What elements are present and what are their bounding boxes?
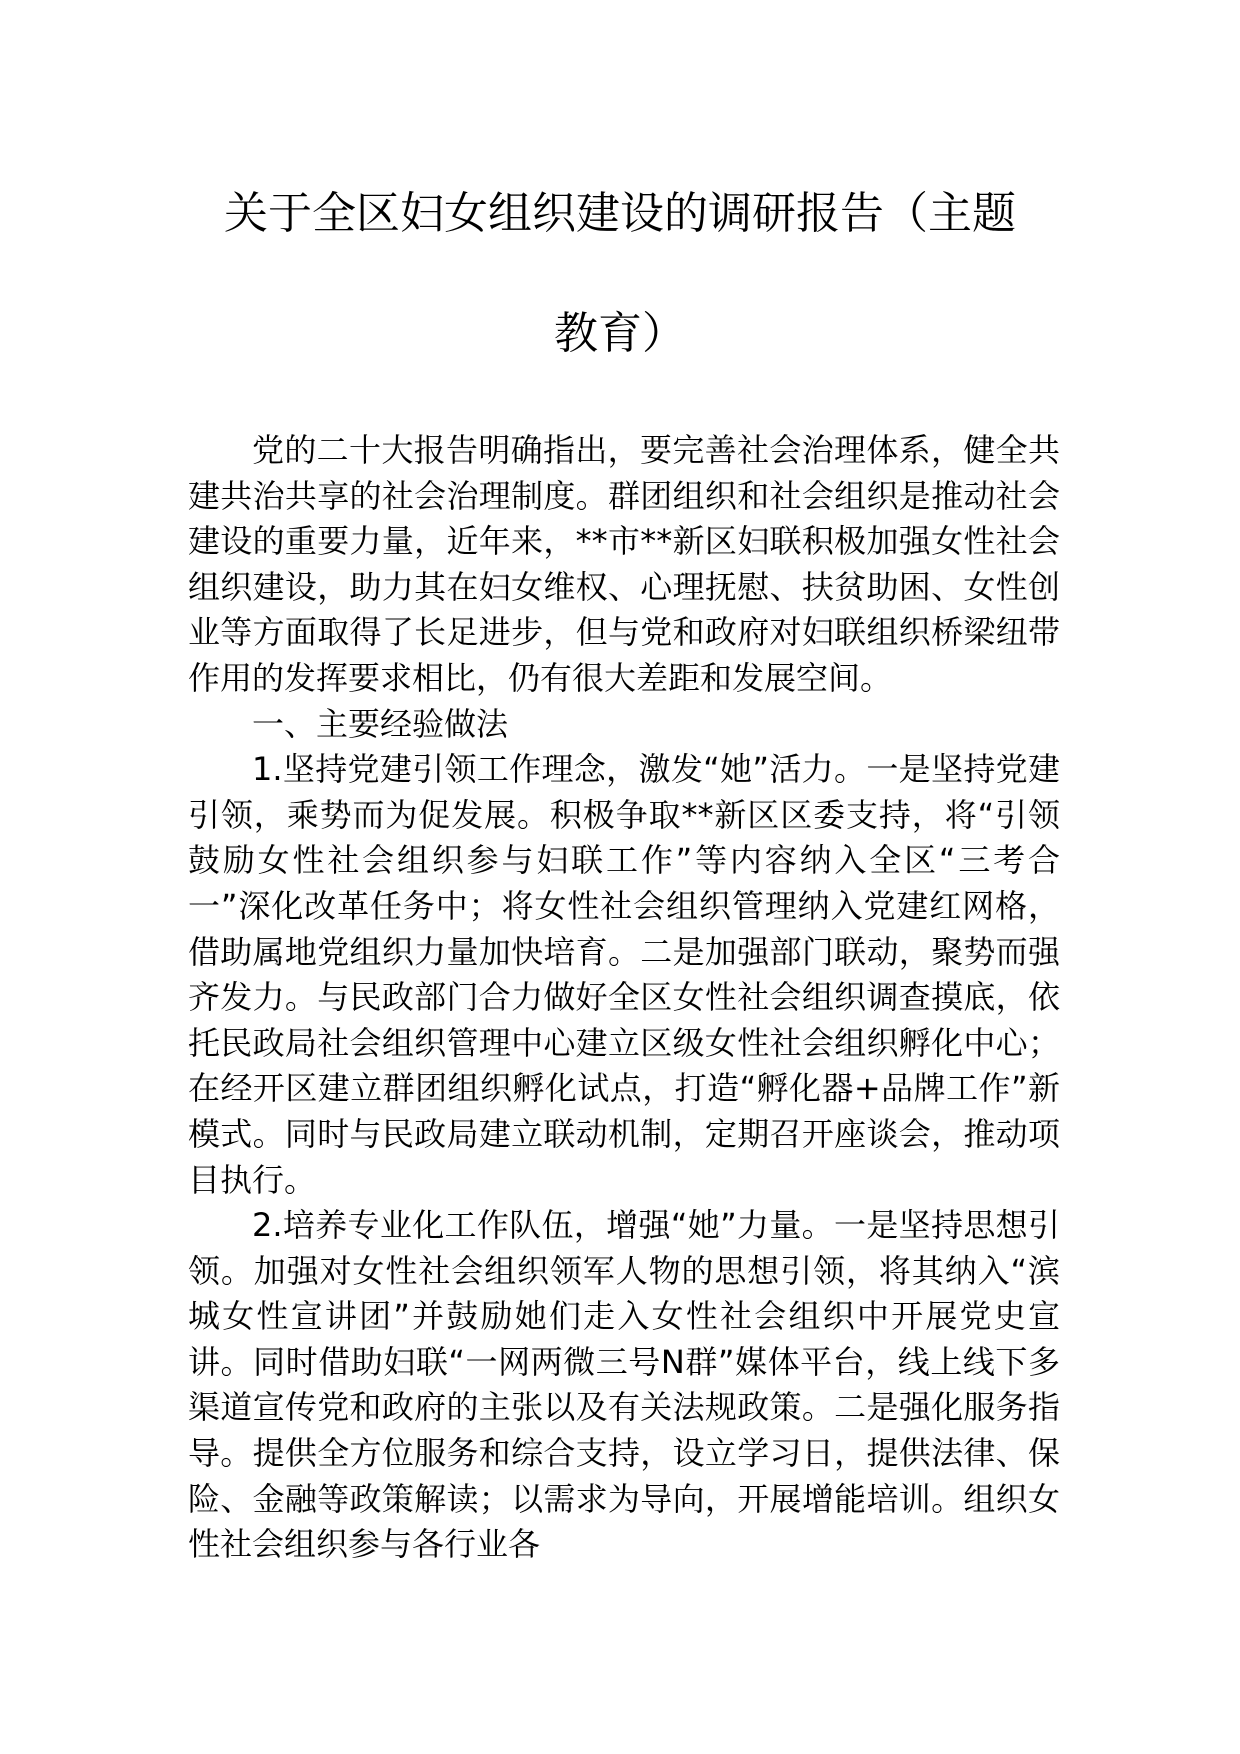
document-title-line-1: 关于全区妇女组织建设的调研报告（主题 [224, 188, 1016, 239]
body-paragraph-2: 2.培养专业化工作队伍，增强“她”力量。一是坚持思想引领。加强对女性社会组织领军人物的思想引领，将其纳入“滨城女性宣讲团”并鼓励她们走入女性社会组织中开展党史宣讲。同时借助妇联“一网两微三号N群”媒体平台，线上线下多渠道宣传党和政府的主张以及有关法规政策。二是强化服务指导。提供全方位服务和综合支持，设立学习日，提供法律、保险、金融等政策解读；以需求为导向，开展增能培训。组织女性社会组织参与各行业各 [188, 1206, 1060, 1564]
body-paragraph-1: 1.坚持党建引领工作理念，激发“她”活力。一是坚持党建引领，乘势而为促发展。积极争取**新区区委支持，将“引领鼓励女性社会组织参与妇联工作”等内容纳入全区“三考合一”深化改革任务中；将女性社会组织管理纳入党建红网格，借助属地党组织力量加快培育。二是加强部门联动，聚势而强齐发力。与民政部门合力做好全区女性社会组织调查摸底，依托民政局社会组织管理中心建立区级女性社会组织孵化中心；在经开区建立群团组织孵化试点，打造“孵化器+品牌工作”新模式。同时与民政局建立联动机制，定期召开座谈会，推动项目执行。 [188, 750, 1060, 1199]
section-heading: 一、主要经验做法 [252, 704, 509, 743]
intro-paragraph: 党的二十大报告明确指出，要完善社会治理体系，健全共建共治共享的社会治理制度。群团组织和社会组织是推动社会建设的重要力量，近年来，**市**新区妇联积极加强女性社会组织建设，助力其在妇女维权、心理抚慰、扶贫助困、女性创业等方面取得了长足进步，但与党和政府对妇联组织桥梁纽带作用的发挥要求相比，仍有很大差距和发展空间。 [188, 431, 1060, 697]
document-title-line-2: 教育） [554, 308, 686, 359]
document-body [188, 428, 1060, 1568]
